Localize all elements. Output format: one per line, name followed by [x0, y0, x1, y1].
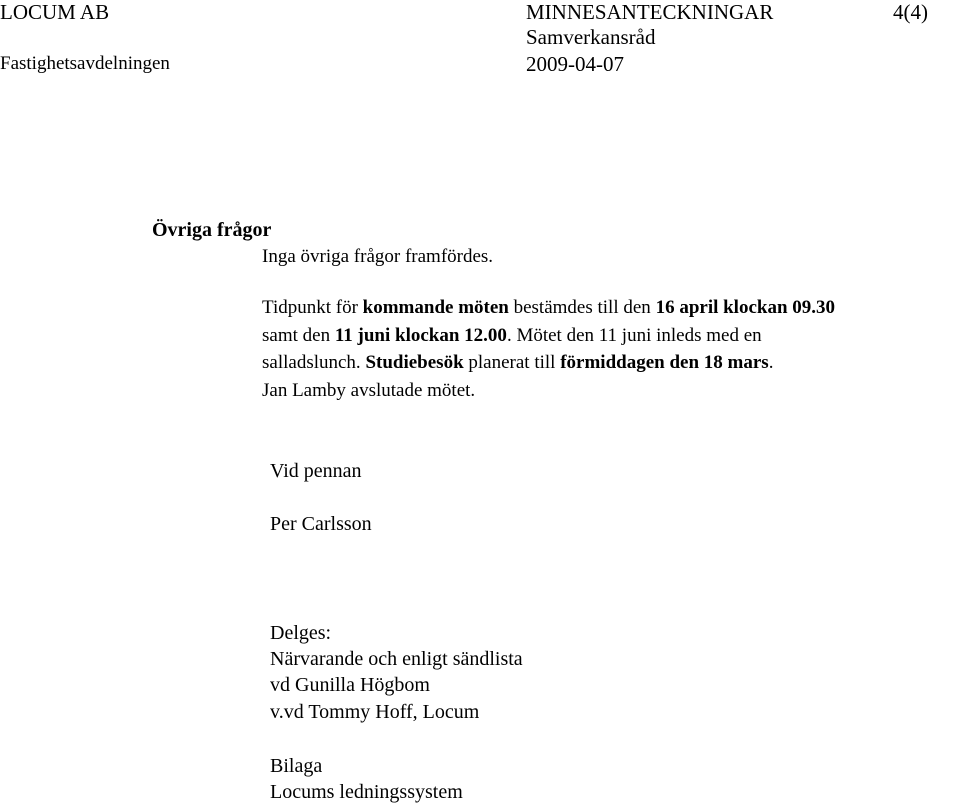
document-date: 2009-04-07	[526, 52, 624, 76]
department-name: Fastighetsavdelningen	[0, 53, 170, 74]
distribution-item: v.vd Tommy Hoff, Locum	[270, 701, 480, 723]
meeting-paragraph	[262, 294, 952, 404]
paragraph-line: samt den 11 juni klockan 12.00. Mötet den 11 juni inleds med en	[262, 324, 762, 346]
paragraph-line: salladslunch. Studiebesök planerat till förmiddagen den 18 mars.	[262, 352, 774, 373]
paragraph-line: Jan Lamby avslutade mötet.	[262, 379, 476, 401]
company-name: LOCUM AB	[0, 0, 110, 24]
signature-label: Vid pennan	[270, 460, 362, 482]
section-text: Inga övriga frågor framfördes.	[262, 246, 494, 267]
distribution-item: vd Gunilla Högbom	[270, 674, 430, 696]
section-heading: Övriga frågor	[152, 219, 272, 241]
meeting-name: Samverkansråd	[526, 25, 656, 49]
paragraph-line: Tidpunkt för kommande möten bestämdes till den 16 april klockan 09.30	[262, 297, 836, 318]
signature-name: Per Carlsson	[270, 513, 372, 535]
attachment-item: Locums ledningssystem	[270, 781, 463, 803]
distribution-item: Närvarande och enligt sändlista	[270, 648, 523, 670]
document-type: MINNESANTECKNINGAR	[526, 0, 774, 24]
page-number: 4(4)	[893, 0, 928, 24]
distribution-label: Delges:	[270, 622, 332, 644]
attachment-label: Bilaga	[270, 755, 323, 777]
